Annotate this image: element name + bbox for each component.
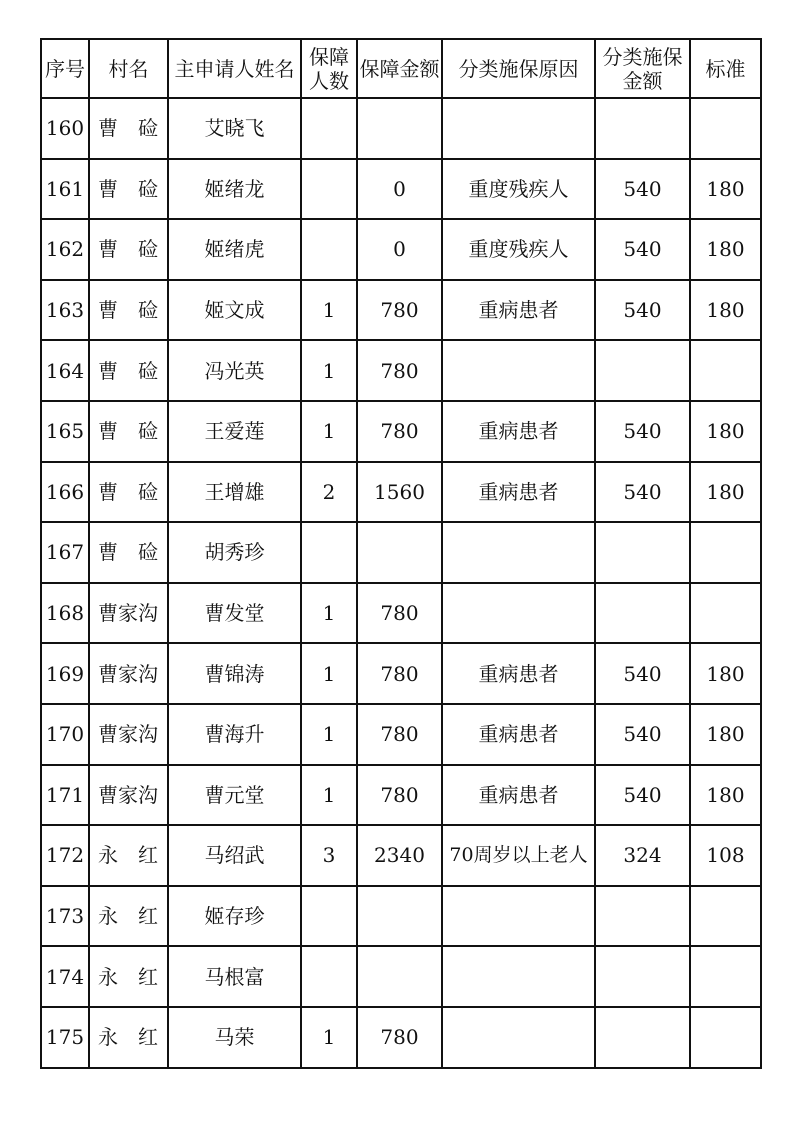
cell-persons: 1 bbox=[301, 401, 357, 462]
cell-village: 曹家沟 bbox=[89, 583, 168, 644]
cell-reason bbox=[442, 522, 595, 583]
cell-class-amount: 540 bbox=[595, 159, 690, 220]
cell-persons: 1 bbox=[301, 765, 357, 826]
header-applicant: 主申请人姓名 bbox=[168, 39, 301, 98]
cell-class-amount: 540 bbox=[595, 401, 690, 462]
table-row bbox=[41, 159, 761, 220]
cell-village: 曹 硷 bbox=[89, 219, 168, 280]
cell-standard bbox=[690, 98, 761, 159]
table-row bbox=[41, 462, 761, 523]
cell-seq: 173 bbox=[41, 886, 89, 947]
cell-standard: 180 bbox=[690, 765, 761, 826]
cell-class-amount bbox=[595, 886, 690, 947]
cell-village: 曹 硷 bbox=[89, 340, 168, 401]
table-row bbox=[41, 946, 761, 1007]
cell-seq: 167 bbox=[41, 522, 89, 583]
cell-amount: 780 bbox=[357, 1007, 442, 1068]
cell-standard: 180 bbox=[690, 219, 761, 280]
cell-amount bbox=[357, 886, 442, 947]
cell-class-amount bbox=[595, 340, 690, 401]
cell-amount: 780 bbox=[357, 401, 442, 462]
table-row bbox=[41, 643, 761, 704]
cell-seq: 164 bbox=[41, 340, 89, 401]
cell-seq: 169 bbox=[41, 643, 89, 704]
cell-amount bbox=[357, 946, 442, 1007]
cell-applicant: 姬存珍 bbox=[168, 886, 301, 947]
cell-persons bbox=[301, 522, 357, 583]
cell-standard: 180 bbox=[690, 280, 761, 341]
cell-standard bbox=[690, 522, 761, 583]
cell-village: 曹家沟 bbox=[89, 765, 168, 826]
cell-seq: 160 bbox=[41, 98, 89, 159]
cell-amount: 780 bbox=[357, 643, 442, 704]
cell-reason: 70周岁以上老人 bbox=[442, 825, 595, 886]
header-amount: 保障金额 bbox=[357, 39, 442, 98]
cell-applicant: 姬文成 bbox=[168, 280, 301, 341]
cell-persons bbox=[301, 219, 357, 280]
cell-class-amount: 540 bbox=[595, 704, 690, 765]
cell-reason: 重病患者 bbox=[442, 401, 595, 462]
cell-standard: 180 bbox=[690, 643, 761, 704]
cell-persons: 2 bbox=[301, 462, 357, 523]
table-row bbox=[41, 583, 761, 644]
header-row bbox=[41, 39, 761, 98]
cell-applicant: 马绍武 bbox=[168, 825, 301, 886]
cell-village: 曹家沟 bbox=[89, 643, 168, 704]
cell-applicant: 艾晓飞 bbox=[168, 98, 301, 159]
cell-reason: 重病患者 bbox=[442, 462, 595, 523]
cell-village: 曹 硷 bbox=[89, 98, 168, 159]
cell-class-amount bbox=[595, 583, 690, 644]
cell-persons: 1 bbox=[301, 704, 357, 765]
table-row bbox=[41, 340, 761, 401]
cell-class-amount bbox=[595, 98, 690, 159]
cell-seq: 175 bbox=[41, 1007, 89, 1068]
cell-persons: 1 bbox=[301, 1007, 357, 1068]
cell-class-amount bbox=[595, 522, 690, 583]
cell-seq: 161 bbox=[41, 159, 89, 220]
cell-amount: 1560 bbox=[357, 462, 442, 523]
header-reason: 分类施保原因 bbox=[442, 39, 595, 98]
cell-standard bbox=[690, 1007, 761, 1068]
cell-class-amount: 540 bbox=[595, 643, 690, 704]
cell-reason bbox=[442, 583, 595, 644]
cell-seq: 163 bbox=[41, 280, 89, 341]
cell-amount: 2340 bbox=[357, 825, 442, 886]
cell-amount: 780 bbox=[357, 583, 442, 644]
cell-reason: 重度残疾人 bbox=[442, 159, 595, 220]
cell-village: 曹 硷 bbox=[89, 280, 168, 341]
table-row bbox=[41, 522, 761, 583]
header-standard: 标准 bbox=[690, 39, 761, 98]
table-row bbox=[41, 401, 761, 462]
cell-reason: 重度残疾人 bbox=[442, 219, 595, 280]
cell-seq: 162 bbox=[41, 219, 89, 280]
table-row bbox=[41, 825, 761, 886]
cell-applicant: 姬绪虎 bbox=[168, 219, 301, 280]
cell-reason: 重病患者 bbox=[442, 765, 595, 826]
cell-standard: 180 bbox=[690, 462, 761, 523]
table-row bbox=[41, 280, 761, 341]
cell-village: 曹家沟 bbox=[89, 704, 168, 765]
cell-applicant: 马荣 bbox=[168, 1007, 301, 1068]
cell-village: 永 红 bbox=[89, 1007, 168, 1068]
cell-persons bbox=[301, 886, 357, 947]
cell-seq: 174 bbox=[41, 946, 89, 1007]
cell-class-amount bbox=[595, 946, 690, 1007]
cell-applicant: 王增雄 bbox=[168, 462, 301, 523]
cell-applicant: 胡秀珍 bbox=[168, 522, 301, 583]
cell-seq: 165 bbox=[41, 401, 89, 462]
cell-standard bbox=[690, 886, 761, 947]
cell-village: 曹 硷 bbox=[89, 401, 168, 462]
cell-reason bbox=[442, 946, 595, 1007]
cell-applicant: 曹海升 bbox=[168, 704, 301, 765]
cell-class-amount: 540 bbox=[595, 219, 690, 280]
cell-applicant: 冯光英 bbox=[168, 340, 301, 401]
cell-standard: 180 bbox=[690, 704, 761, 765]
cell-class-amount bbox=[595, 1007, 690, 1068]
cell-seq: 168 bbox=[41, 583, 89, 644]
cell-persons: 3 bbox=[301, 825, 357, 886]
cell-village: 曹 硷 bbox=[89, 522, 168, 583]
cell-amount: 780 bbox=[357, 340, 442, 401]
cell-reason: 重病患者 bbox=[442, 643, 595, 704]
cell-amount: 780 bbox=[357, 280, 442, 341]
cell-applicant: 曹锦涛 bbox=[168, 643, 301, 704]
cell-standard bbox=[690, 340, 761, 401]
cell-reason: 重病患者 bbox=[442, 704, 595, 765]
table-row bbox=[41, 765, 761, 826]
header-persons: 保障人数 bbox=[301, 39, 357, 98]
cell-village: 永 红 bbox=[89, 825, 168, 886]
cell-amount: 0 bbox=[357, 159, 442, 220]
cell-applicant: 曹发堂 bbox=[168, 583, 301, 644]
cell-class-amount: 324 bbox=[595, 825, 690, 886]
cell-class-amount: 540 bbox=[595, 765, 690, 826]
cell-standard: 180 bbox=[690, 159, 761, 220]
header-village: 村名 bbox=[89, 39, 168, 98]
table-row bbox=[41, 704, 761, 765]
cell-class-amount: 540 bbox=[595, 280, 690, 341]
cell-persons bbox=[301, 98, 357, 159]
cell-village: 曹 硷 bbox=[89, 159, 168, 220]
cell-seq: 172 bbox=[41, 825, 89, 886]
cell-standard bbox=[690, 583, 761, 644]
cell-seq: 166 bbox=[41, 462, 89, 523]
cell-reason bbox=[442, 886, 595, 947]
cell-reason bbox=[442, 340, 595, 401]
cell-village: 永 红 bbox=[89, 886, 168, 947]
table-row bbox=[41, 98, 761, 159]
cell-persons: 1 bbox=[301, 643, 357, 704]
cell-seq: 170 bbox=[41, 704, 89, 765]
table-row bbox=[41, 1007, 761, 1068]
cell-persons bbox=[301, 159, 357, 220]
cell-applicant: 曹元堂 bbox=[168, 765, 301, 826]
table-row bbox=[41, 219, 761, 280]
cell-persons bbox=[301, 946, 357, 1007]
cell-amount bbox=[357, 98, 442, 159]
cell-village: 曹 硷 bbox=[89, 462, 168, 523]
cell-applicant: 马根富 bbox=[168, 946, 301, 1007]
cell-class-amount: 540 bbox=[595, 462, 690, 523]
cell-reason: 重病患者 bbox=[442, 280, 595, 341]
cell-village: 永 红 bbox=[89, 946, 168, 1007]
cell-standard bbox=[690, 946, 761, 1007]
cell-applicant: 姬绪龙 bbox=[168, 159, 301, 220]
cell-standard: 108 bbox=[690, 825, 761, 886]
header-class-amount: 分类施保金额 bbox=[595, 39, 690, 98]
assistance-table bbox=[40, 38, 762, 1069]
cell-persons: 1 bbox=[301, 280, 357, 341]
header-seq: 序号 bbox=[41, 39, 89, 98]
cell-amount: 0 bbox=[357, 219, 442, 280]
cell-persons: 1 bbox=[301, 583, 357, 644]
cell-persons: 1 bbox=[301, 340, 357, 401]
cell-amount: 780 bbox=[357, 765, 442, 826]
table-row bbox=[41, 886, 761, 947]
cell-amount bbox=[357, 522, 442, 583]
cell-standard: 180 bbox=[690, 401, 761, 462]
cell-seq: 171 bbox=[41, 765, 89, 826]
cell-reason bbox=[442, 98, 595, 159]
cell-amount: 780 bbox=[357, 704, 442, 765]
cell-applicant: 王爱莲 bbox=[168, 401, 301, 462]
cell-reason bbox=[442, 1007, 595, 1068]
